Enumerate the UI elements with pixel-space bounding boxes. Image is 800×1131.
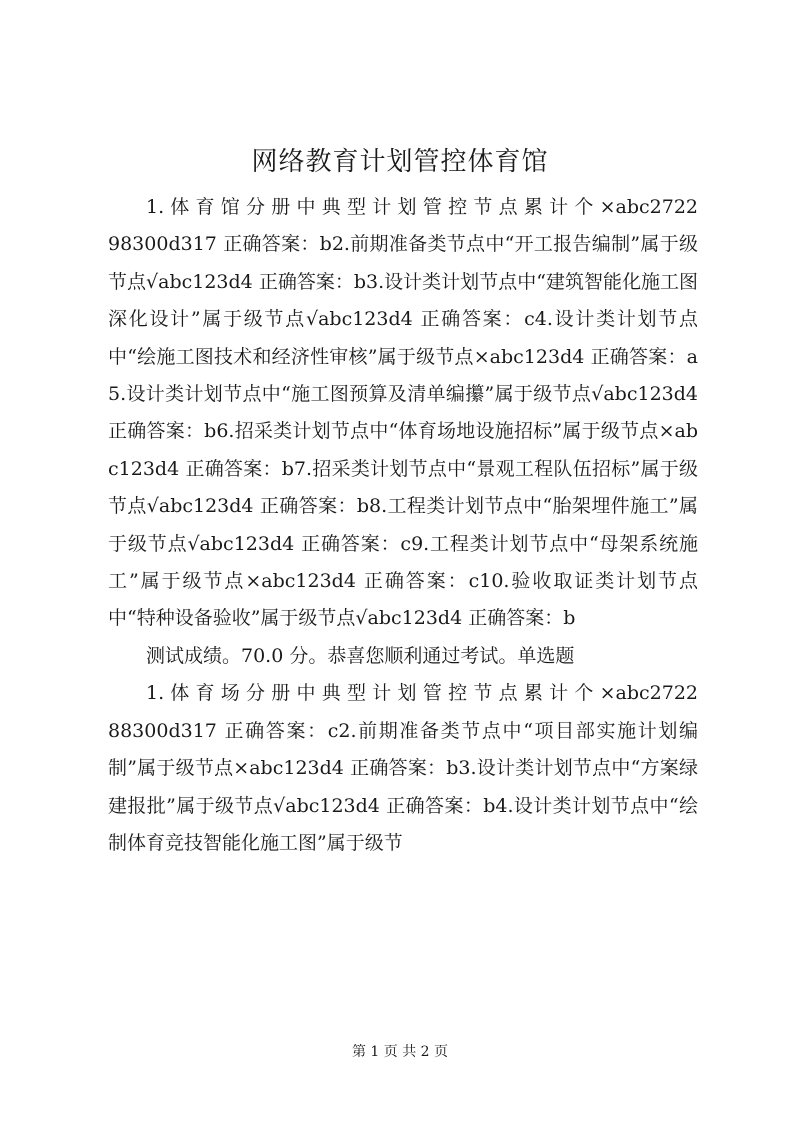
page-number-footer: 第 1 页 共 2 页 <box>351 1044 449 1060</box>
paragraph-part-1-answers: 1. 体 育 馆 分 册 中 典 型 计 划 管 控 节 点 累 计 个 ×abc272298300d317 正确答案：b2.前期准备类节点中“开工报告编制”属于级节点√abc123d4 正确答案：b3.设计类计划节点中“建筑智能化施工图深化设计”属于级节点√abc123d4 正确答案：c4.设计类计划节点中“绘施工图技术和经济性审核”属于级节点×abc123d4 正确答案：a5.设计类计划节点中“施工图预算及清单编攥”属于级节点√abc123d4 正确答案：b6.招采类计划节点中“体育场地设施招标”属于级节点×abc123d4 正确答案：b7.招采类计划节点中“景观工程队伍招标”属于级节点√abc123d4 正确答案：b8.工程类计划节点中“胎架埋件施工”属于级节点√abc123d4 正确答案：c9.工程类计划节点中“母架系统施工”属于级节点×abc123d4 正确答案：c10.验收取证类计划节点中“特种设备验收”属于级节点√abc123d4 正确答案：b <box>108 196 698 630</box>
document-body <box>108 189 698 862</box>
paragraph-test-score: 测试成绩。70.0 分。恭喜您顺利通过考试。单选题 <box>146 644 575 667</box>
page-title: 网络教育计划管控体育馆 <box>251 147 549 177</box>
paragraph-part-2-answers: 1. 体 育 场 分 册 中 典 型 计 划 管 控 节 点 累 计 个 ×abc272288300d317 正确答案：c2.前期准备类节点中“项目部实施计划编制”属于级节点×abc123d4 正确答案：b3.设计类计划节点中“方案绿建报批”属于级节点√abc123d4 正确答案：b4.设计类计划节点中“绘制体育竞技智能化施工图”属于级节 <box>108 682 698 854</box>
